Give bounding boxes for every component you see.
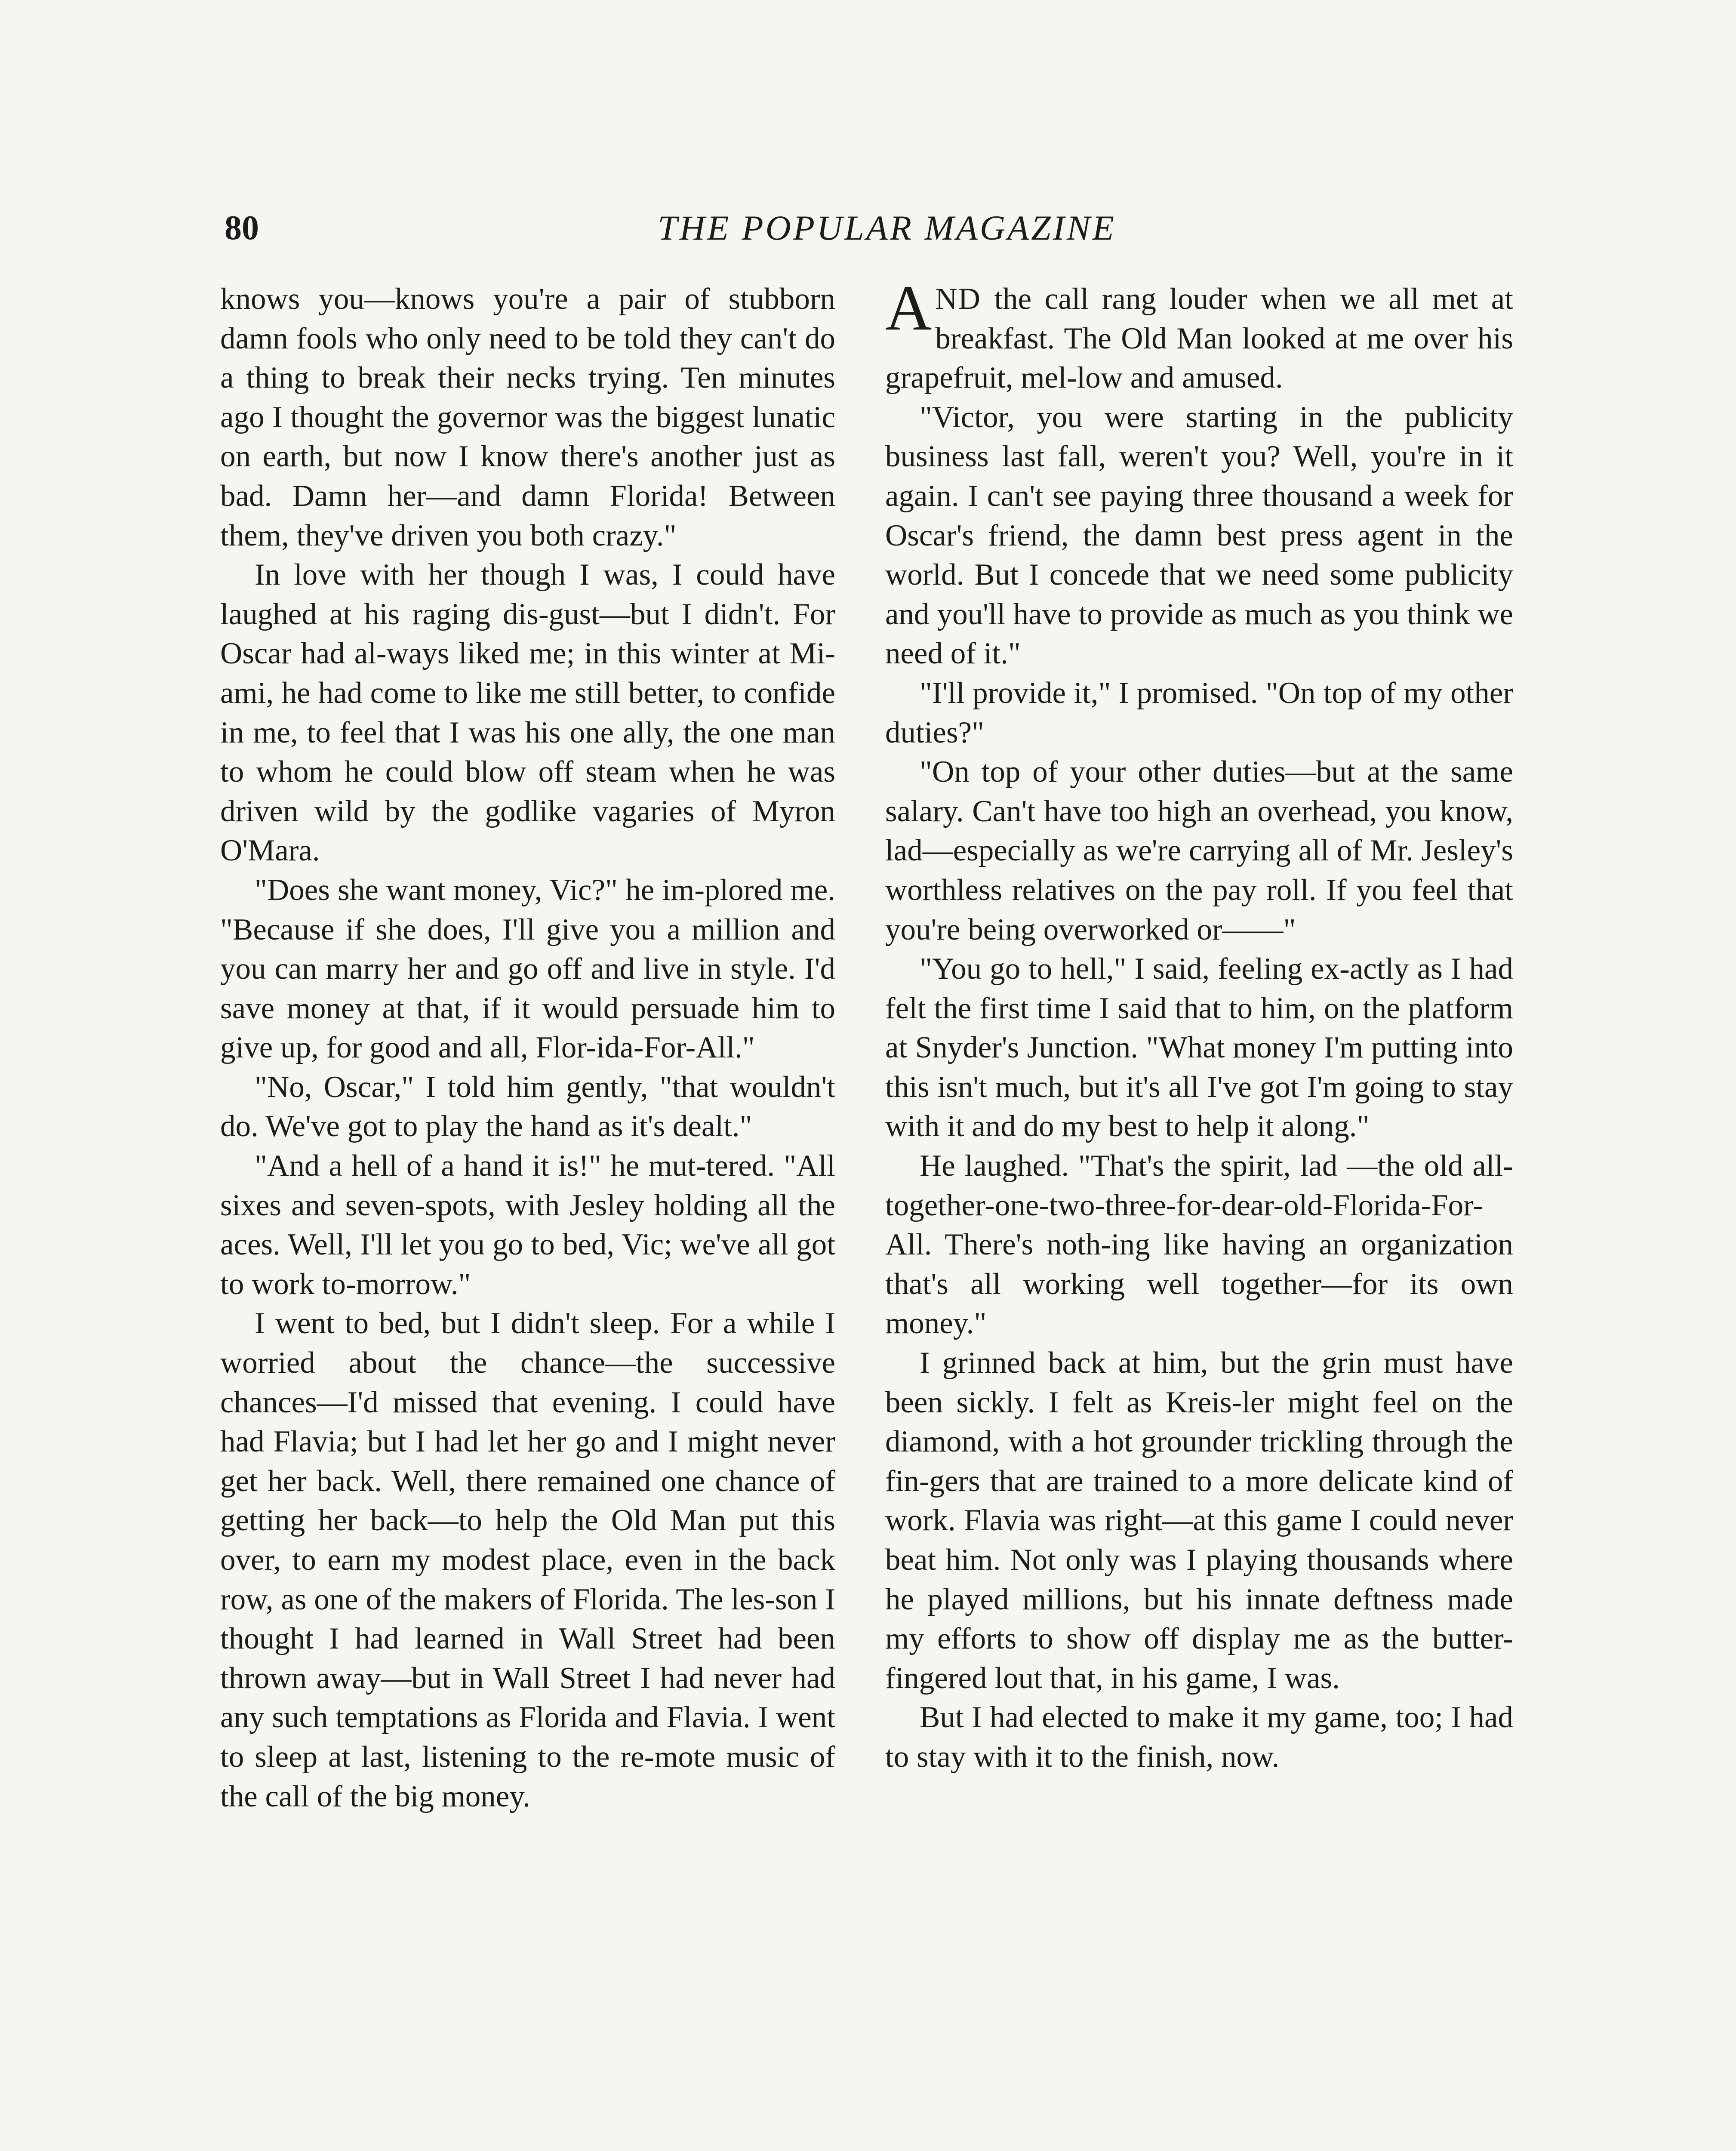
paragraph: "And a hell of a hand it is!" he mut-tered. "All sixes and seven-spots, with Jesley holding all the aces. Well, I'll let you go to bed, Vic; we've all got to work to-morrow." [220,1149,835,1301]
page-header [220,202,1554,262]
paragraph: But I had elected to make it my game, too; I had to stay with it to the finish, now. [885,1701,1513,1774]
paragraph: "On top of your other duties—but at the same salary. Can't have too high an overhead, you know, lad—especially as we're carrying all of Mr. Jesley's worthless relatives on the pay roll. If you feel that you're being overworked or——" [885,755,1513,946]
opening-text: the call rang louder when we all met at breakfast. The Old Man looked at me over his grapefruit, mel-low and amused. [885,282,1513,395]
paragraph: knows you—knows you're a pair of stubborn damn fools who only need to be told they can't do a thing to break their necks trying. Ten minutes ago I thought the governor was the biggest lunatic on earth, but now I know there's another just as bad. Damn her—and damn Florida! Between them, they've driven you both crazy." [220,282,835,552]
paragraph: He laughed. "That's the spirit, lad —the old all-together-one-two-three-for-dear-old-Florida-For-All. There's noth-ing like having an organization that's all working well together—for its own money." [885,1149,1513,1341]
running-title: THE POPULAR MAGAZINE [658,208,1116,247]
opening-words: ND [935,282,981,316]
paragraph: "No, Oscar," I told him gently, "that wouldn't do. We've got to play the hand as it's dealt." [220,1070,835,1143]
left-column [220,280,835,2151]
drop-cap: A [885,280,932,344]
paragraph: In love with her though I was, I could have laughed at his raging dis-gust—but I didn't. For Oscar had al-ways liked me; in this winter at Mi-ami, he had come to like me still better, to confide in me, to feel that I was his one ally, the one man to whom he could blow off steam when he was driven wild by the godlike vagaries of Myron O'Mara. [220,558,835,868]
paragraph: I went to bed, but I didn't sleep. For a while I worried about the chance—the successive chances—I'd missed that evening. I could have had Flavia; but I had let her go and I might never get her back. Well, there remained one chance of getting her back—to help the Old Man put this over, to earn my modest place, even in the back row, as one of the makers of Florida. The les-son I thought I had learned in Wall Street had been thrown away—but in Wall Street I had never had any such temptations as Florida and Flavia. I went to sleep at last, listening to the re-mote music of the call of the big money. [220,1307,835,1813]
paragraph: "You go to hell," I said, feeling ex-actly as I had felt the first time I said that to him, on the platform at Snyder's Junction. "What money I'm putting into this isn't much, but it's all I've got I'm going to stay with it and do my best to help it along." [885,952,1513,1143]
right-column [885,280,1513,2151]
paragraph: I grinned back at him, but the grin must have been sickly. I felt as Kreis-ler might feel on the diamond, with a hot grounder trickling through the fin-gers that are trained to a more delicate kind of work. Flavia was right—at this game I could never beat him. Not only was I playing thousands where he played millions, but his innate deftness made my efforts to show off display me as the butter-fingered lout that, in his game, I was. [885,1346,1513,1695]
page-number: 80 [225,209,259,247]
paragraph: "Does she want money, Vic?" he im-plored me. "Because if she does, I'll give you a million and you can marry her and go off and live in style. I'd save money at that, if it would persuade him to give up, for good and all, Flor-ida-For-All." [220,873,835,1065]
section-opening-paragraph [885,280,1513,398]
paragraph: "Victor, you were starting in the publicity business last fall, weren't you? Well, you're in it again. I can't see paying three thousand a week for Oscar's friend, the damn best press agent in the world. But I concede that we need some publicity and you'll have to provide as much as you think we need of it." [885,400,1513,671]
paragraph: "I'll provide it," I promised. "On top of my other duties?" [885,676,1513,749]
